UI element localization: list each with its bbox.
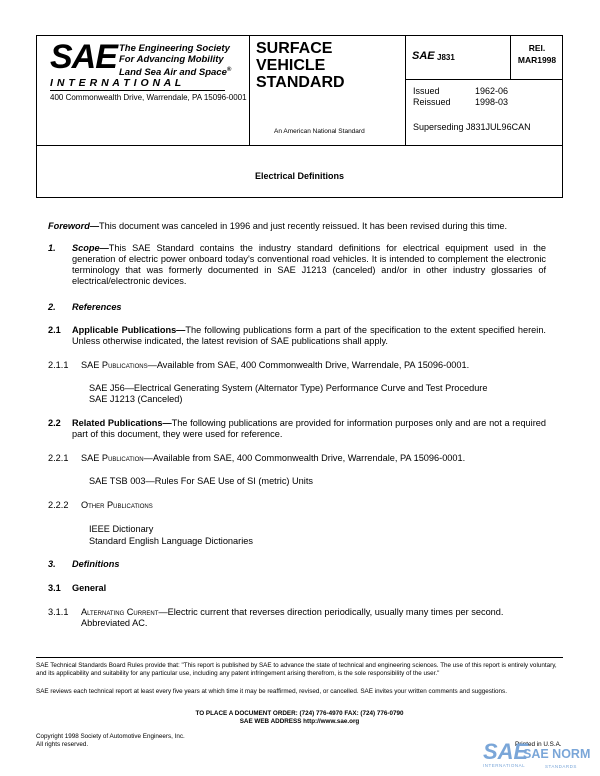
doc-number: J831 [437, 53, 455, 62]
section-2-1-1-text: —Available from SAE, 400 Commonwealth Drive, Warrendale, PA 15096-0001. [147, 360, 470, 370]
header-divider-4 [405, 79, 563, 80]
logo-tagline [119, 44, 231, 79]
doc-mark: SAE [412, 50, 435, 62]
logo-line-2: For Advancing Mobility [119, 53, 224, 65]
foreword-text: This document was canceled in 1996 and just recently reissued. It has been revised during this time. [99, 221, 508, 231]
footer-review: SAE reviews each technical report at least every five years at which time it may be reaffirmed, revised, or cancelled. SAE invites your written comments and suggestions. [36, 688, 507, 695]
section-3-1-1 [81, 607, 551, 629]
footer-order: TO PLACE A DOCUMENT ORDER: (724) 776-4970 FAX: (724) 776-0790 [195, 710, 404, 717]
footer-rules: SAE Technical Standards Board Rules provide that: "This report is published by SAE to advance the state of technical and engineering sciences. The use of this report is entirely voluntary, and its applicability and suitability for any particular use, including any patent infringement arising therefrom, is the sole responsibility of the user." [36, 662, 557, 677]
rev-label: REI. [528, 43, 546, 53]
rev-date: MAR1998 [517, 55, 557, 65]
ans-label: An American National Standard [274, 128, 365, 135]
reference-j56: SAE J56—Electrical Generating System (Alternator Type) Performance Curve and Test Procedure [89, 383, 488, 393]
section-2-1-label: Applicable Publications— [72, 325, 186, 335]
reference-j1213: SAE J1213 (Canceled) [89, 394, 183, 404]
reference-dictionaries: Standard English Language Dictionaries [89, 536, 253, 546]
doc-type-line-2: VEHICLE [256, 57, 326, 74]
section-2-1-1 [81, 360, 546, 371]
section-2-1-1-label: SAE Publications [81, 360, 148, 370]
section-2-2-2-number: 2.2.2 [48, 500, 69, 510]
section-2-heading: References [72, 302, 122, 312]
copyright: Copyright 1998 Society of Automotive Engineers, Inc. [36, 733, 185, 740]
section-2-1-number: 2.1 [48, 325, 61, 335]
section-1-label: Scope— [72, 243, 109, 253]
section-3-1-number: 3.1 [48, 583, 61, 593]
section-2-1 [72, 325, 546, 347]
issued-date: 1962-06 [475, 86, 509, 96]
header-divider-2 [405, 35, 406, 145]
section-3-number: 3. [48, 559, 56, 569]
address: 400 Commonwealth Drive, Warrendale, PA 15096-0001 [50, 93, 247, 102]
section-3-heading: Definitions [72, 559, 120, 569]
doc-type-line-3: STANDARD [256, 74, 345, 91]
section-3-1-1-text: —Electric current that reverses direction periodically, usually many times per second. Abbreviated AC. [81, 607, 504, 628]
reference-ieee: IEEE Dictionary [89, 524, 154, 534]
footer-rule [36, 657, 563, 658]
doc-type [256, 40, 345, 91]
doc-type-line-1: SURFACE [256, 40, 333, 57]
header-divider-5 [36, 145, 563, 146]
revision [513, 42, 561, 66]
registered-mark: ® [226, 67, 232, 73]
reissued-date: 1998-03 [475, 97, 509, 107]
foreword-label: Foreword— [48, 221, 100, 231]
reissued-label: Reissued [413, 97, 451, 107]
section-2-2-number: 2.2 [48, 418, 61, 428]
header-divider-3 [510, 35, 511, 79]
logo-international: I N T E R N A T I O N A L [50, 77, 182, 89]
section-1-number: 1. [48, 243, 56, 253]
section-2-2-1-label: SAE Publication [81, 453, 144, 463]
stamp-standards: STANDARDS [545, 764, 577, 769]
section-2-2-1 [81, 453, 546, 464]
logo-line-3: Land Sea Air and Space [119, 67, 227, 79]
section-1 [72, 243, 546, 287]
footer-web: SAE WEB ADDRESS http://www.sae.org [239, 718, 360, 725]
stamp-sae-logo: SAE [483, 739, 529, 764]
logo-underline [50, 90, 225, 91]
stamp-international: INTERNATIONAL [483, 763, 526, 768]
section-1-text: This SAE Standard contains the industry standard definitions for electrical equipment used in the generation of electric power onboard today's conventional road vehicles. It is intended to complement the electronic terminology that was formerly documented in SAE J1213 (canceled) and/or in other industry glossaries of electrical/electronic devices. [72, 243, 546, 286]
issued-label: Issued [413, 86, 440, 96]
section-3-1-1-number: 3.1.1 [48, 607, 69, 617]
section-2-2-1-number: 2.2.1 [48, 453, 69, 463]
reference-tsb003: SAE TSB 003—Rules For SAE Use of SI (metric) Units [89, 476, 313, 486]
printed-in: Printed in U.S.A. [515, 741, 562, 748]
issue-block [413, 86, 508, 108]
section-2-2-2-label: Other Publications [81, 500, 153, 510]
sae-logo: SAE [50, 38, 117, 76]
section-2-2-label: Related Publications— [72, 418, 172, 428]
section-3-1-heading: General [72, 583, 107, 593]
foreword [48, 221, 548, 232]
header-divider-1 [249, 35, 250, 145]
section-3-1-1-label: Alternating Current [81, 607, 159, 617]
superseding: Superseding J831JUL96CAN [413, 122, 531, 132]
section-2-2-text: The following publications are provided for information purposes only and are not a required part of this document, they were used for reference. [72, 418, 546, 439]
stamp-norm-text: SAE NORM [523, 747, 591, 761]
rights: All rights reserved. [36, 741, 89, 748]
section-2-2-1-text: —Available from SAE, 400 Commonwealth Drive, Warrendale, PA 15096-0001. [143, 453, 466, 463]
section-2-2 [72, 418, 546, 440]
section-2-number: 2. [48, 302, 56, 312]
section-2-1-1-number: 2.1.1 [48, 360, 69, 370]
logo-line-1: The Engineering Society [119, 43, 230, 54]
section-2-1-text: The following publications form a part of the specification to the extent specified herein. Unless otherwise indicated, the latest revision of SAE publications shall apply. [72, 325, 546, 346]
document-title: Electrical Definitions [254, 171, 345, 181]
